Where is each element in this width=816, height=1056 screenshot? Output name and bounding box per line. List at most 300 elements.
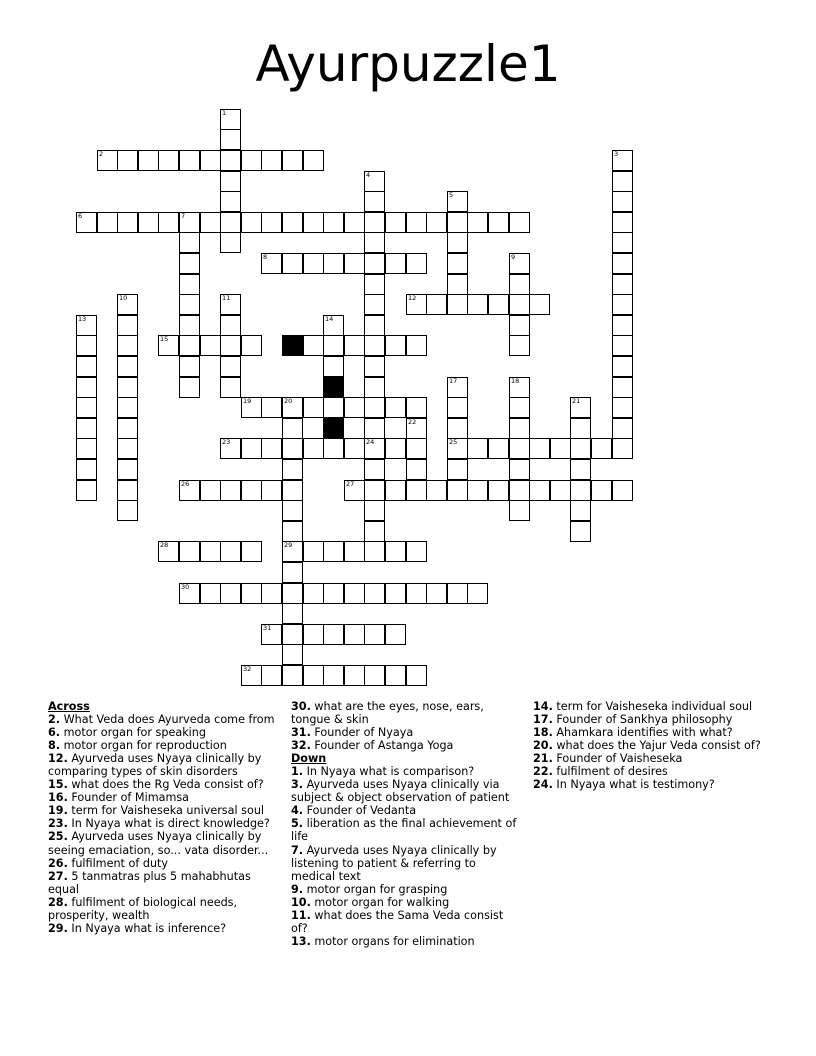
grid-cell[interactable] (364, 665, 385, 686)
clue-number: 17 (449, 377, 458, 385)
grid-cell[interactable] (220, 129, 241, 150)
grid-cell[interactable] (529, 438, 550, 459)
grid-cell[interactable] (385, 480, 406, 501)
grid-cell[interactable] (364, 459, 385, 480)
grid-cell[interactable] (241, 541, 262, 562)
grid-cell[interactable] (467, 212, 488, 233)
clue-text: motor organ for reproduction (63, 739, 227, 753)
grid-cell[interactable] (364, 232, 385, 253)
grid-cell[interactable] (344, 438, 365, 459)
clue-text: In Nyaya what is direct knowledge? (71, 817, 270, 831)
grid-cell[interactable] (282, 500, 303, 521)
clue (48, 817, 280, 830)
grid-cell[interactable] (385, 665, 406, 686)
grid-cell[interactable] (179, 150, 200, 171)
grid-cell[interactable] (282, 644, 303, 665)
grid-cell[interactable] (241, 212, 262, 233)
grid-cell[interactable] (220, 212, 241, 233)
grid-cell[interactable] (117, 356, 138, 377)
grid-cell[interactable] (241, 480, 262, 501)
grid-cell[interactable] (364, 212, 385, 233)
grid-cell[interactable] (282, 603, 303, 624)
black-square (282, 335, 303, 356)
grid-cell[interactable] (179, 212, 200, 233)
grid-cell[interactable] (364, 397, 385, 418)
clue (533, 765, 773, 778)
grid-cell[interactable] (179, 294, 200, 315)
grid-cell[interactable] (406, 397, 427, 418)
grid-cell[interactable] (76, 212, 97, 233)
grid-cell[interactable] (76, 397, 97, 418)
grid-cell[interactable] (364, 500, 385, 521)
grid-cell[interactable] (447, 397, 468, 418)
grid-cell[interactable] (570, 459, 591, 480)
grid-cell[interactable] (447, 583, 468, 604)
grid-cell[interactable] (261, 624, 282, 645)
clue-text: Ayurveda uses Nyaya clinically by seeing emaciation, so... vata disorder... (48, 830, 269, 857)
grid-cell[interactable] (344, 480, 365, 501)
grid-cell[interactable] (344, 397, 365, 418)
clue (291, 700, 523, 726)
grid-cell[interactable] (591, 480, 612, 501)
clues-column-2 (291, 700, 523, 948)
grid-cell[interactable] (282, 480, 303, 501)
grid-cell[interactable] (447, 480, 468, 501)
grid-cell[interactable] (570, 500, 591, 521)
grid-cell[interactable] (447, 253, 468, 274)
grid-cell[interactable] (323, 253, 344, 274)
grid-cell[interactable] (76, 438, 97, 459)
grid-cell[interactable] (612, 356, 633, 377)
grid-cell[interactable] (261, 583, 282, 604)
grid-cell[interactable] (303, 583, 324, 604)
grid-cell[interactable] (117, 438, 138, 459)
clue (291, 817, 523, 843)
grid-cell[interactable] (261, 212, 282, 233)
grid-cell[interactable] (323, 356, 344, 377)
grid-cell[interactable] (179, 335, 200, 356)
grid-cell[interactable] (426, 294, 447, 315)
grid-cell[interactable] (447, 274, 468, 295)
grid-cell[interactable] (303, 397, 324, 418)
grid-cell[interactable] (447, 191, 468, 212)
grid-cell[interactable] (76, 377, 97, 398)
grid-cell[interactable] (550, 480, 571, 501)
grid-cell[interactable] (364, 335, 385, 356)
grid-cell[interactable] (612, 171, 633, 192)
grid-cell[interactable] (282, 212, 303, 233)
grid-cell[interactable] (426, 583, 447, 604)
grid-cell[interactable] (509, 315, 530, 336)
grid-cell[interactable] (241, 438, 262, 459)
grid-cell[interactable] (364, 274, 385, 295)
clue (291, 935, 523, 948)
clue (48, 922, 280, 935)
clue (48, 726, 280, 739)
grid-cell[interactable] (364, 191, 385, 212)
grid-cell[interactable] (467, 294, 488, 315)
grid-cell[interactable] (323, 665, 344, 686)
grid-cell[interactable] (467, 438, 488, 459)
grid-cell[interactable] (364, 583, 385, 604)
grid-cell[interactable] (344, 212, 365, 233)
down-heading: Down (291, 752, 327, 766)
clue-number-label: 9. (291, 882, 304, 896)
grid-cell[interactable] (200, 480, 221, 501)
grid-cell[interactable] (406, 212, 427, 233)
grid-cell[interactable] (406, 541, 427, 562)
clue (291, 909, 523, 935)
grid-cell[interactable] (282, 583, 303, 604)
grid-cell[interactable] (612, 294, 633, 315)
clue-text: fulfilment of biological needs, prosperity, wealth (48, 895, 238, 922)
grid-cell[interactable] (406, 665, 427, 686)
grid-cell[interactable] (241, 397, 262, 418)
grid-cell[interactable] (220, 356, 241, 377)
grid-cell[interactable] (303, 438, 324, 459)
grid-cell[interactable] (117, 397, 138, 418)
grid-cell[interactable] (220, 315, 241, 336)
grid-cell[interactable] (385, 583, 406, 604)
grid-cell[interactable] (385, 438, 406, 459)
grid-cell[interactable] (303, 212, 324, 233)
grid-cell[interactable] (364, 377, 385, 398)
grid-cell[interactable] (385, 212, 406, 233)
grid-cell[interactable] (200, 541, 221, 562)
grid-cell[interactable] (303, 665, 324, 686)
clue-number: 29 (284, 541, 293, 549)
grid-cell[interactable] (117, 294, 138, 315)
grid-cell[interactable] (76, 335, 97, 356)
grid-cell[interactable] (570, 418, 591, 439)
grid-cell[interactable] (364, 541, 385, 562)
grid-cell[interactable] (179, 232, 200, 253)
grid-cell[interactable] (261, 480, 282, 501)
grid-cell[interactable] (282, 624, 303, 645)
grid-cell[interactable] (158, 335, 179, 356)
grid-cell[interactable] (303, 624, 324, 645)
grid-cell[interactable] (447, 438, 468, 459)
clue-number-label: 17. (533, 713, 553, 727)
grid-cell[interactable] (426, 212, 447, 233)
grid-cell[interactable] (303, 253, 324, 274)
grid-cell[interactable] (220, 541, 241, 562)
grid-cell[interactable] (385, 397, 406, 418)
clue-text: what are the eyes, nose, ears, tongue & skin (291, 700, 484, 727)
grid-cell[interactable] (364, 294, 385, 315)
clue-number: 11 (222, 294, 231, 302)
grid-cell[interactable] (303, 541, 324, 562)
grid-cell[interactable] (406, 480, 427, 501)
grid-cell[interactable] (220, 232, 241, 253)
grid-cell[interactable] (529, 294, 550, 315)
grid-cell[interactable] (117, 335, 138, 356)
clue-number: 15 (160, 335, 169, 343)
grid-cell[interactable] (117, 212, 138, 233)
grid-cell[interactable] (138, 212, 159, 233)
grid-cell[interactable] (282, 541, 303, 562)
grid-cell[interactable] (117, 377, 138, 398)
clue-number-label: 2. (48, 713, 61, 727)
grid-cell[interactable] (282, 562, 303, 583)
black-square (323, 418, 344, 439)
grid-cell[interactable] (364, 438, 385, 459)
clue-number-label: 5. (291, 817, 304, 831)
grid-cell[interactable] (529, 480, 550, 501)
grid-cell[interactable] (364, 480, 385, 501)
grid-cell[interactable] (509, 294, 530, 315)
grid-cell[interactable] (612, 418, 633, 439)
grid-cell[interactable] (550, 438, 571, 459)
grid-cell[interactable] (467, 480, 488, 501)
grid-cell[interactable] (282, 150, 303, 171)
grid-cell[interactable] (220, 438, 241, 459)
clue-number: 7 (181, 212, 186, 220)
grid-cell[interactable] (303, 335, 324, 356)
grid-cell[interactable] (385, 541, 406, 562)
grid-cell[interactable] (364, 624, 385, 645)
grid-cell[interactable] (612, 438, 633, 459)
clue (291, 765, 523, 778)
grid-cell[interactable] (179, 315, 200, 336)
grid-cell[interactable] (509, 377, 530, 398)
grid-cell[interactable] (179, 480, 200, 501)
grid-cell[interactable] (241, 665, 262, 686)
clue-text: fulfilment of duty (71, 856, 169, 870)
grid-cell[interactable] (179, 356, 200, 377)
grid-cell[interactable] (76, 418, 97, 439)
grid-cell[interactable] (261, 150, 282, 171)
grid-cell[interactable] (509, 335, 530, 356)
grid-cell[interactable] (364, 253, 385, 274)
grid-cell[interactable] (406, 253, 427, 274)
grid-cell[interactable] (117, 315, 138, 336)
clue (48, 870, 280, 896)
grid-cell[interactable] (200, 583, 221, 604)
grid-cell[interactable] (179, 583, 200, 604)
grid-cell[interactable] (406, 335, 427, 356)
grid-cell[interactable] (488, 294, 509, 315)
grid-cell[interactable] (220, 109, 241, 130)
grid-cell[interactable] (467, 583, 488, 604)
grid-cell[interactable] (406, 459, 427, 480)
grid-cell[interactable] (344, 541, 365, 562)
clue-number: 2 (99, 150, 104, 158)
grid-cell[interactable] (385, 624, 406, 645)
clue-number-label: 24. (533, 778, 553, 792)
grid-cell[interactable] (509, 438, 530, 459)
grid-cell[interactable] (323, 335, 344, 356)
grid-cell[interactable] (282, 397, 303, 418)
grid-cell[interactable] (158, 212, 179, 233)
grid-cell[interactable] (364, 418, 385, 439)
grid-cell[interactable] (488, 438, 509, 459)
grid-cell[interactable] (220, 294, 241, 315)
grid-cell[interactable] (612, 253, 633, 274)
clue-number: 21 (572, 397, 581, 405)
grid-cell[interactable] (612, 397, 633, 418)
grid-cell[interactable] (117, 418, 138, 439)
grid-cell[interactable] (179, 253, 200, 274)
grid-cell[interactable] (179, 377, 200, 398)
grid-cell[interactable] (303, 150, 324, 171)
grid-cell[interactable] (509, 212, 530, 233)
grid-cell[interactable] (117, 500, 138, 521)
grid-cell[interactable] (612, 212, 633, 233)
grid-cell[interactable] (591, 438, 612, 459)
grid-cell[interactable] (364, 521, 385, 542)
grid-cell[interactable] (138, 150, 159, 171)
clue-text: In Nyaya what is inference? (71, 921, 227, 935)
grid-cell[interactable] (282, 253, 303, 274)
grid-cell[interactable] (612, 274, 633, 295)
grid-cell[interactable] (76, 315, 97, 336)
grid-cell[interactable] (509, 459, 530, 480)
grid-cell[interactable] (261, 397, 282, 418)
grid-cell[interactable] (406, 418, 427, 439)
clue-number: 9 (511, 253, 516, 261)
clue (291, 726, 523, 739)
grid-cell[interactable] (282, 459, 303, 480)
clue-text: what does the Sama Veda consist of? (291, 908, 504, 935)
grid-cell[interactable] (220, 583, 241, 604)
grid-cell[interactable] (200, 335, 221, 356)
grid-cell[interactable] (447, 459, 468, 480)
clue-number-label: 14. (533, 700, 553, 713)
grid-cell[interactable] (488, 212, 509, 233)
grid-cell[interactable] (76, 356, 97, 377)
grid-cell[interactable] (406, 438, 427, 459)
black-square (323, 377, 344, 398)
grid-cell[interactable] (117, 459, 138, 480)
grid-cell[interactable] (364, 356, 385, 377)
grid-cell[interactable] (509, 274, 530, 295)
clue-number-label: 29. (48, 921, 68, 935)
grid-cell[interactable] (612, 315, 633, 336)
grid-cell[interactable] (220, 191, 241, 212)
grid-cell[interactable] (323, 583, 344, 604)
grid-cell[interactable] (158, 541, 179, 562)
puzzle-title: Ayurpuzzle1 (255, 35, 561, 93)
grid-cell[interactable] (179, 274, 200, 295)
grid-cell[interactable] (241, 335, 262, 356)
clue (291, 739, 523, 752)
grid-cell[interactable] (612, 480, 633, 501)
grid-cell[interactable] (509, 418, 530, 439)
grid-cell[interactable] (323, 624, 344, 645)
grid-cell[interactable] (282, 418, 303, 439)
grid-cell[interactable] (261, 253, 282, 274)
grid-cell[interactable] (570, 397, 591, 418)
clue-number: 13 (78, 315, 87, 323)
grid-cell[interactable] (323, 438, 344, 459)
grid-cell[interactable] (344, 624, 365, 645)
grid-cell[interactable] (220, 377, 241, 398)
grid-cell[interactable] (612, 191, 633, 212)
grid-cell[interactable] (261, 438, 282, 459)
grid-cell[interactable] (117, 480, 138, 501)
grid-cell[interactable] (509, 480, 530, 501)
grid-cell[interactable] (364, 171, 385, 192)
grid-cell[interactable] (323, 315, 344, 336)
grid-cell[interactable] (447, 418, 468, 439)
clue-number-label: 12. (48, 752, 68, 766)
clue (48, 896, 280, 922)
clue (48, 713, 280, 726)
grid-cell[interactable] (344, 335, 365, 356)
grid-cell[interactable] (509, 397, 530, 418)
grid-cell[interactable] (612, 150, 633, 171)
grid-cell[interactable] (282, 665, 303, 686)
grid-cell[interactable] (509, 500, 530, 521)
grid-cell[interactable] (447, 232, 468, 253)
grid-cell[interactable] (323, 541, 344, 562)
grid-cell[interactable] (179, 541, 200, 562)
grid-cell[interactable] (220, 171, 241, 192)
grid-cell[interactable] (241, 583, 262, 604)
clue (291, 883, 523, 896)
clue-number-label: 32. (291, 739, 311, 753)
grid-cell[interactable] (220, 480, 241, 501)
grid-cell[interactable] (447, 212, 468, 233)
grid-cell[interactable] (406, 294, 427, 315)
grid-cell[interactable] (344, 665, 365, 686)
grid-cell[interactable] (612, 377, 633, 398)
grid-cell[interactable] (97, 150, 118, 171)
grid-cell[interactable] (570, 480, 591, 501)
grid-cell[interactable] (323, 212, 344, 233)
grid-cell[interactable] (241, 150, 262, 171)
clue (533, 778, 773, 791)
grid-cell[interactable] (570, 521, 591, 542)
grid-cell[interactable] (97, 212, 118, 233)
clue-text: What Veda does Ayurveda come from (63, 713, 275, 727)
clue-number-label: 7. (291, 843, 304, 857)
grid-cell[interactable] (385, 253, 406, 274)
grid-cell[interactable] (200, 212, 221, 233)
grid-cell[interactable] (220, 150, 241, 171)
grid-cell[interactable] (509, 253, 530, 274)
grid-cell[interactable] (426, 480, 447, 501)
grid-cell[interactable] (344, 583, 365, 604)
clue-number: 19 (243, 397, 252, 405)
grid-cell[interactable] (220, 335, 241, 356)
grid-cell[interactable] (282, 438, 303, 459)
grid-cell[interactable] (158, 150, 179, 171)
clue-number: 14 (325, 315, 334, 323)
grid-cell[interactable] (76, 459, 97, 480)
grid-cell[interactable] (364, 315, 385, 336)
grid-cell[interactable] (447, 294, 468, 315)
grid-cell[interactable] (344, 253, 365, 274)
grid-cell[interactable] (200, 150, 221, 171)
grid-cell[interactable] (117, 150, 138, 171)
grid-cell[interactable] (406, 583, 427, 604)
clue-number-label: 1. (291, 765, 304, 779)
clue-number-label: 13. (291, 934, 311, 948)
grid-cell[interactable] (612, 232, 633, 253)
grid-cell[interactable] (447, 377, 468, 398)
grid-cell[interactable] (385, 335, 406, 356)
grid-cell[interactable] (76, 480, 97, 501)
grid-cell[interactable] (488, 480, 509, 501)
grid-cell[interactable] (261, 665, 282, 686)
grid-cell[interactable] (612, 335, 633, 356)
clue-number: 6 (78, 212, 83, 220)
grid-cell[interactable] (282, 521, 303, 542)
grid-cell[interactable] (570, 438, 591, 459)
grid-cell[interactable] (323, 397, 344, 418)
